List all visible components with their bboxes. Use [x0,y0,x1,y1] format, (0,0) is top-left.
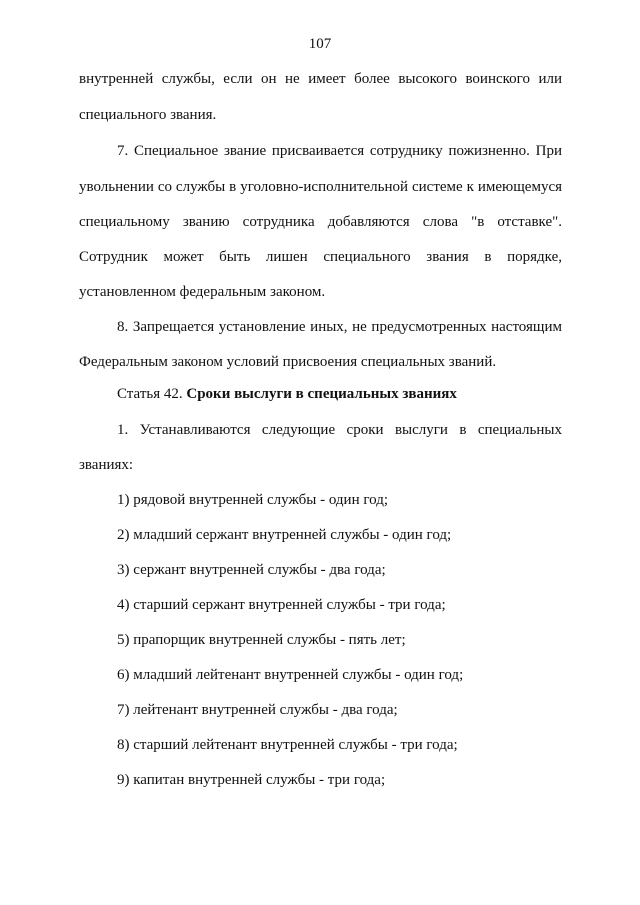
list-item: 7) лейтенант внутренней службы - два года; [117,702,398,718]
list-item: 6) младший лейтенант внутренней службы - один год; [117,667,464,683]
paragraph-line: внутренней службы, если он не имеет более высокого воинского или [79,71,562,87]
list-item: 8) старший лейтенант внутренней службы - три года; [117,737,458,753]
list-item: 5) прапорщик внутренней службы - пять лет; [117,632,406,648]
list-item: 4) старший сержант внутренней службы - три года; [117,597,446,613]
paragraph-line: 7. Специальное звание присваивается сотруднику пожизненно. При [117,143,562,159]
paragraph-line: специальному званию сотрудника добавляются слова "в отставке". [79,214,562,230]
list-item: 2) младший сержант внутренней службы - один год; [117,527,452,543]
paragraph-line: Федеральным законом условий присвоения специальных званий. [79,354,497,370]
paragraph-line: увольнении со службы в уголовно-исполнительной системе к имеющемуся [79,179,562,195]
article-heading [117,385,562,403]
list-item: 9) капитан внутренней службы - три года; [117,772,386,788]
paragraph-line: 1. Устанавливаются следующие сроки выслуги в специальных [117,422,562,438]
paragraph-line: 8. Запрещается установление иных, не предусмотренных настоящим [117,319,562,335]
list-item: 1) рядовой внутренней службы - один год; [117,492,388,508]
paragraph-line: установленном федеральным законом. [79,284,326,300]
article-title: Сроки выслуги в специальных званиях [186,386,457,402]
paragraph-line: специального звания. [79,107,217,123]
article-prefix: Статья 42. [117,386,183,402]
paragraph-line: Сотрудник может быть лишен специального звания в порядке, [79,249,562,265]
paragraph-line: званиях: [79,457,134,473]
list-item: 3) сержант внутренней службы - два года; [117,562,386,578]
page-number: 107 [308,36,332,52]
